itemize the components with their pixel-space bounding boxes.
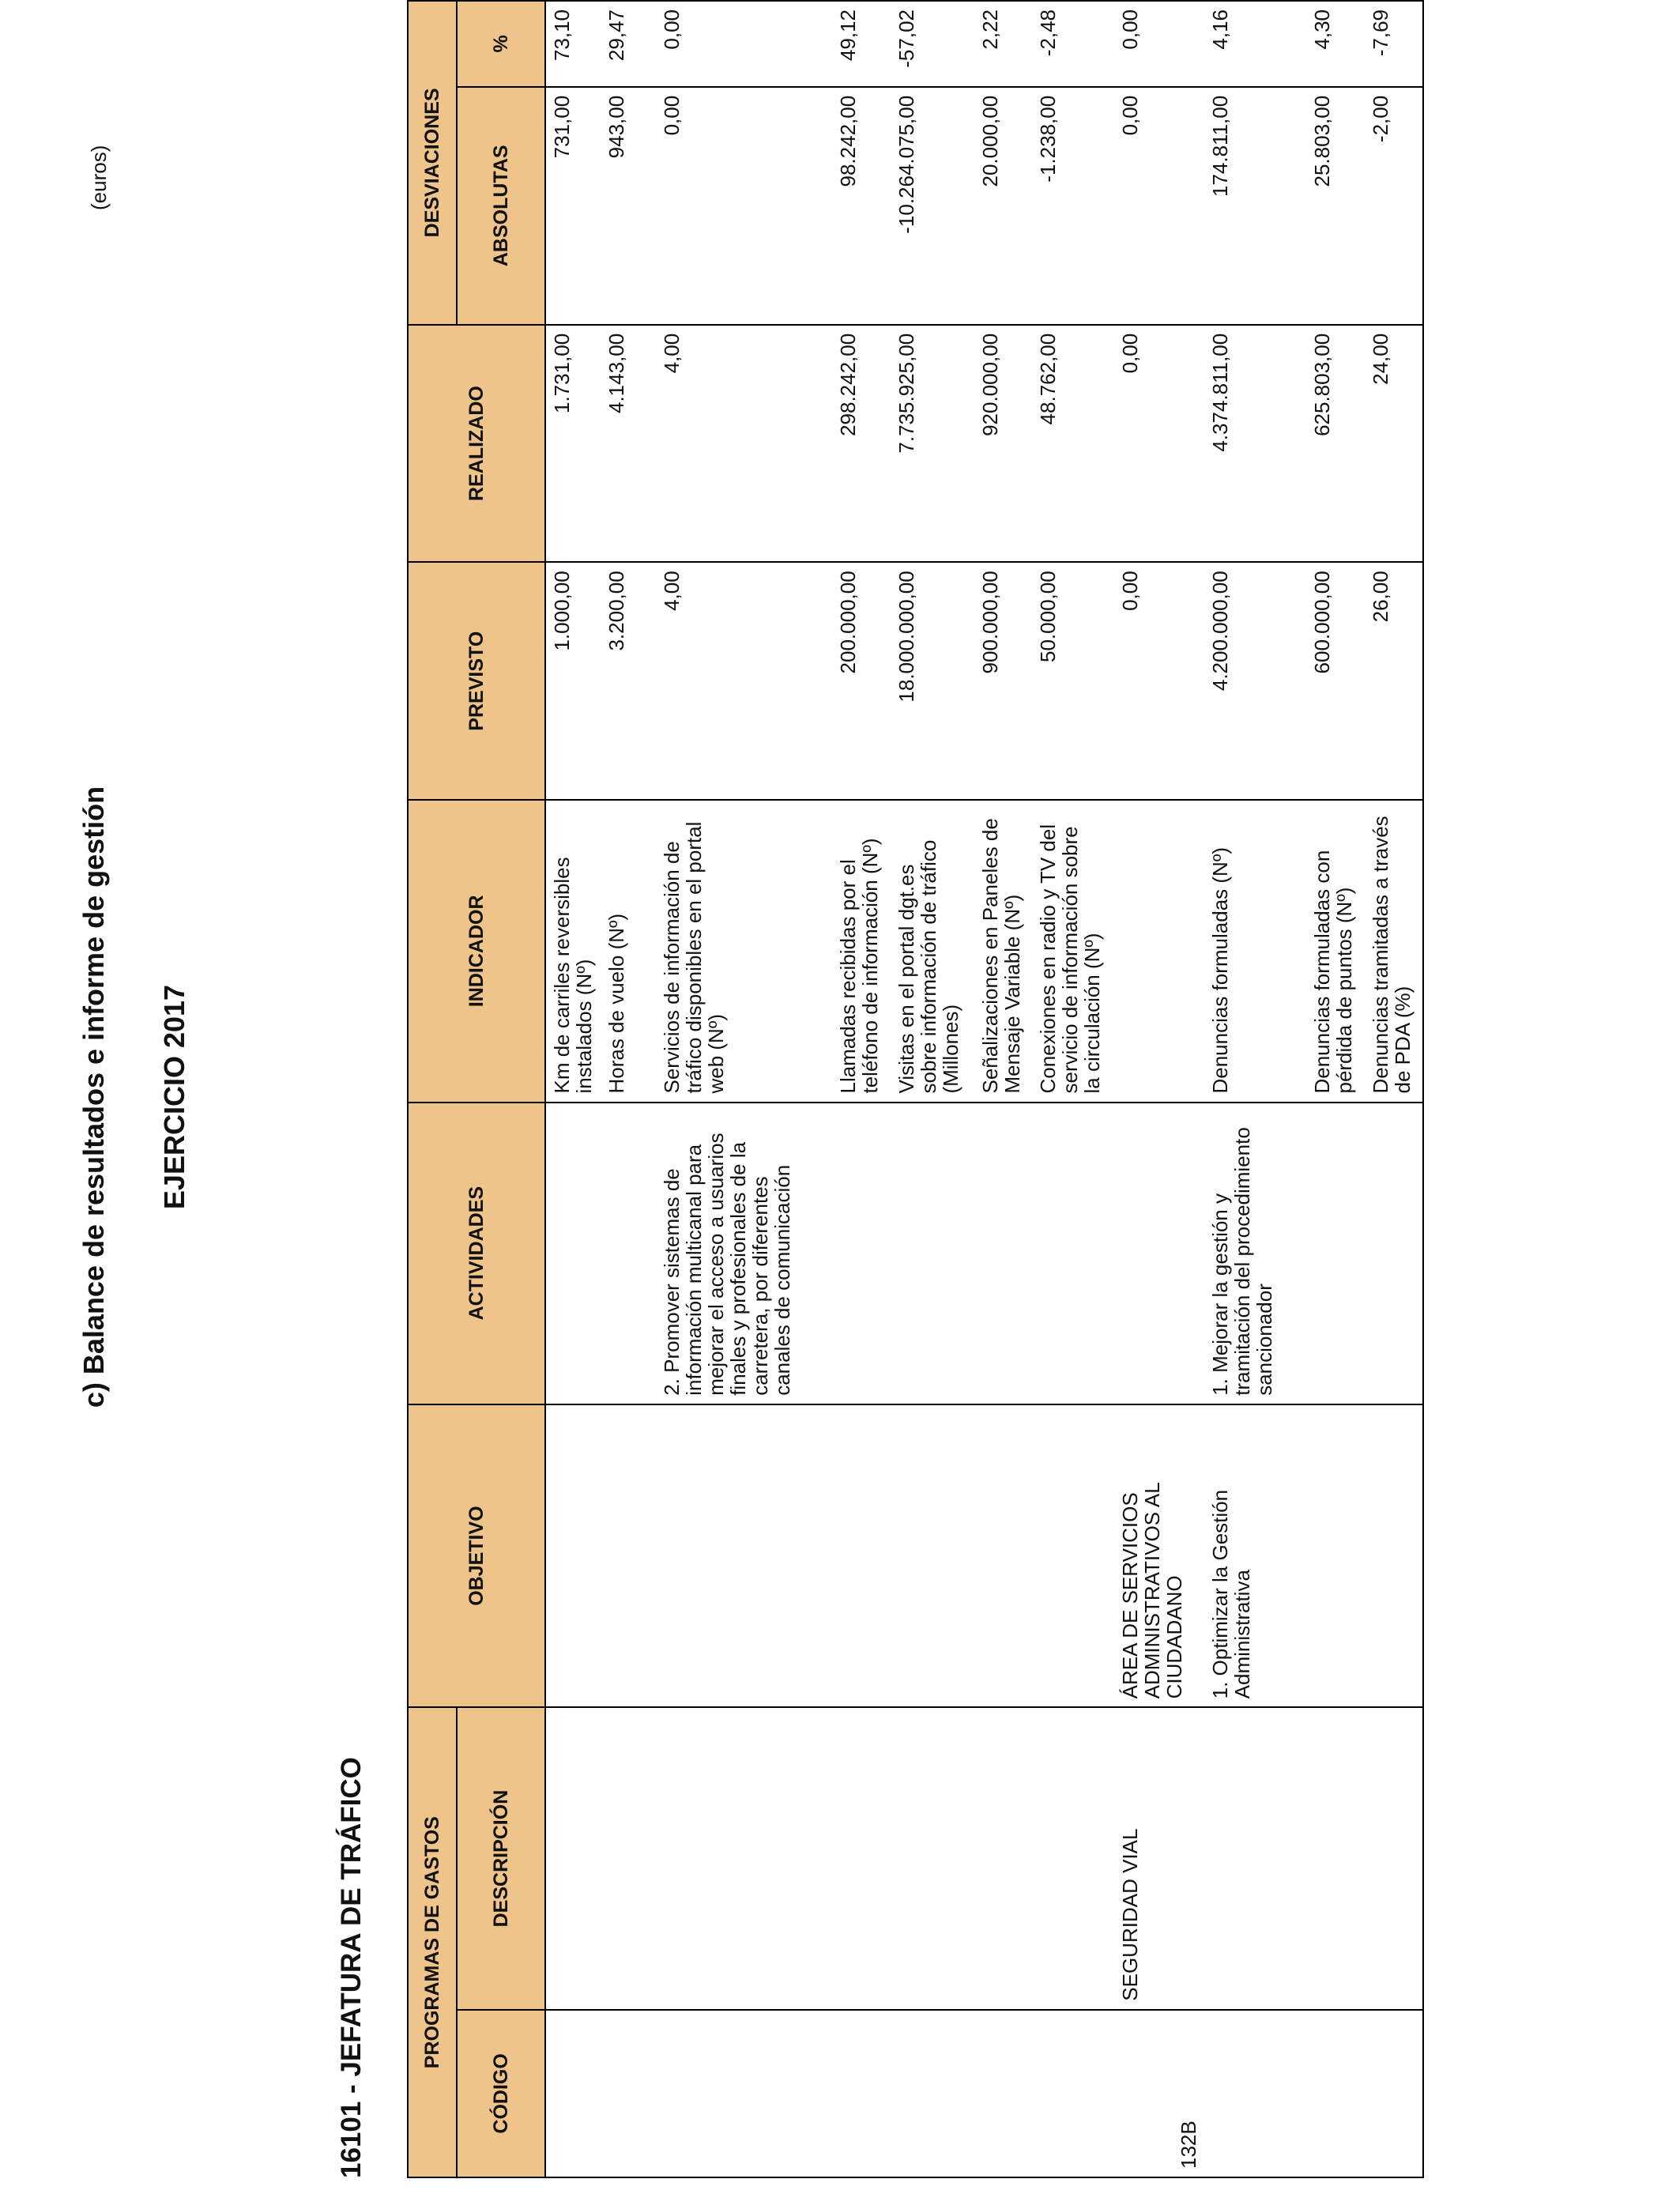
cell-realizado: 7.735.925,00: [891, 325, 974, 563]
table-row: [656, 1, 832, 2177]
cell-absolutas: 25.803,00: [1306, 87, 1365, 325]
header-absolutas: ABSOLUTAS: [457, 87, 545, 325]
cell-descripcion: [1204, 1707, 1306, 2009]
cell-indicador: [1114, 800, 1204, 1102]
cell-codigo: [1204, 2010, 1306, 2177]
cell-previsto: 600.000,00: [1306, 562, 1365, 800]
cell-absolutas: 98.242,00: [832, 87, 891, 325]
cell-realizado: 920.000,00: [974, 325, 1032, 563]
cell-descripcion: [891, 1707, 974, 2009]
header-codigo: CÓDIGO: [457, 2010, 545, 2177]
cell-previsto: 200.000,00: [832, 562, 891, 800]
table-row: [832, 1, 891, 2177]
entity-title: 16101 - JEFATURA DE TRÁFICO: [336, 1757, 367, 2178]
cell-porcentaje: 0,00: [656, 1, 832, 87]
cell-absolutas: -10.264.075,00: [891, 87, 974, 325]
cell-codigo: [601, 2010, 656, 2177]
cell-indicador: Denuncias tramitadas a través de PDA (%): [1365, 800, 1423, 1102]
cell-porcentaje: 4,16: [1204, 1, 1306, 87]
cell-previsto: 26,00: [1365, 562, 1423, 800]
header-indicador: INDICADOR: [408, 800, 545, 1102]
header-actividades: ACTIVIDADES: [408, 1103, 545, 1404]
cell-porcentaje: 4,30: [1306, 1, 1365, 87]
cell-descripcion: [656, 1707, 832, 2009]
cell-realizado: 625.803,00: [1306, 325, 1365, 563]
cell-indicador: Conexiones en radio y TV del servicio de información sobre la circulación (Nº): [1032, 800, 1114, 1102]
cell-previsto: 4,00: [656, 562, 832, 800]
cell-descripcion: [974, 1707, 1032, 2009]
cell-actividad: [1306, 1103, 1365, 1404]
table-row: [601, 1, 656, 2177]
cell-descripcion: [1032, 1707, 1114, 2009]
cell-previsto: 4.200.000,00: [1204, 562, 1306, 800]
cell-descripcion: SEGURIDAD VIAL: [1114, 1707, 1204, 2009]
cell-absolutas: 731,00: [545, 87, 601, 325]
cell-descripcion: [1365, 1707, 1423, 2009]
cell-codigo: [1365, 2010, 1423, 2177]
header-previsto: PREVISTO: [408, 562, 545, 800]
cell-porcentaje: 2,22: [974, 1, 1032, 87]
table-row: [1204, 1, 1306, 2177]
cell-objetivo: [601, 1404, 656, 1708]
cell-previsto: 18.000.000,00: [891, 562, 974, 800]
cell-actividad: 2. Promover sistemas de información multicanal para mejorar el acceso a usuarios finales y profesionales de la carretera, por diferentes canales de comunicación: [656, 1103, 832, 1404]
header-realizado: REALIZADO: [408, 325, 545, 563]
cell-codigo: [974, 2010, 1032, 2177]
table-row: [1032, 1, 1114, 2177]
cell-realizado: 298.242,00: [832, 325, 891, 563]
cell-actividad: [1365, 1103, 1423, 1404]
cell-actividad: [832, 1103, 891, 1404]
cell-porcentaje: -57,02: [891, 1, 974, 87]
cell-indicador: Señalizaciones en Paneles de Mensaje Variable (Nº): [974, 800, 1032, 1102]
table-row: [974, 1, 1032, 2177]
cell-porcentaje: 29,47: [601, 1, 656, 87]
cell-actividad: [1114, 1103, 1204, 1404]
cell-previsto: 1.000,00: [545, 562, 601, 800]
header-descripcion: DESCRIPCIÓN: [457, 1707, 545, 2009]
cell-objetivo: [974, 1404, 1032, 1708]
cell-actividad: [545, 1103, 601, 1404]
cell-absolutas: 174.811,00: [1204, 87, 1306, 325]
year-title: EJERCICIO 2017: [158, 984, 190, 1210]
cell-absolutas: 0,00: [1114, 87, 1204, 325]
table-row: [1365, 1, 1423, 2177]
cell-objetivo: [891, 1404, 974, 1708]
cell-objetivo: [832, 1404, 891, 1708]
header-desviaciones: DESVIACIONES: [408, 1, 457, 325]
cell-absolutas: 0,00: [656, 87, 832, 325]
cell-previsto: 3.200,00: [601, 562, 656, 800]
cell-codigo: [891, 2010, 974, 2177]
units-label: (euros): [87, 145, 111, 210]
cell-indicador: Llamadas recibidas por el teléfono de información (Nº): [832, 800, 891, 1102]
cell-absolutas: 943,00: [601, 87, 656, 325]
cell-actividad: [1032, 1103, 1114, 1404]
cell-indicador: Visitas en el portal dgt.es sobre información de tráfico (Millones): [891, 800, 974, 1102]
cell-codigo: [545, 2010, 601, 2177]
cell-absolutas: 20.000,00: [974, 87, 1032, 325]
cell-codigo: [832, 2010, 891, 2177]
cell-porcentaje: 0,00: [1114, 1, 1204, 87]
cell-descripcion: [545, 1707, 601, 2009]
cell-objetivo: [545, 1404, 601, 1708]
cell-objetivo: 1. Optimizar la Gestión Administrativa: [1204, 1404, 1306, 1708]
cell-descripcion: [832, 1707, 891, 2009]
cell-indicador: Km de carriles reversibles instalados (Nº): [545, 800, 601, 1102]
cell-realizado: 0,00: [1114, 325, 1204, 563]
table-row: [545, 1, 601, 2177]
cell-objetivo: [656, 1404, 832, 1708]
cell-porcentaje: -2,48: [1032, 1, 1114, 87]
cell-previsto: 0,00: [1114, 562, 1204, 800]
cell-objetivo: [1032, 1404, 1114, 1708]
results-table: [407, 0, 1424, 2178]
cell-actividad: [601, 1103, 656, 1404]
cell-codigo: [656, 2010, 832, 2177]
header-objetivo: OBJETIVO: [408, 1404, 545, 1708]
cell-indicador: Denuncias formuladas (Nº): [1204, 800, 1306, 1102]
cell-codigo: 132B: [1114, 2010, 1204, 2177]
cell-actividad: [974, 1103, 1032, 1404]
cell-actividad: 1. Mejorar la gestión y tramitación del procedimiento sancionador: [1204, 1103, 1306, 1404]
page-title: c) Balance de resultados e informe de gestión: [77, 786, 110, 1408]
cell-porcentaje: -7,69: [1365, 1, 1423, 87]
table-row: [1114, 1, 1204, 2177]
cell-absolutas: -1.238,00: [1032, 87, 1114, 325]
header-porcentaje: %: [457, 1, 545, 87]
cell-previsto: 50.000,00: [1032, 562, 1114, 800]
cell-realizado: 48.762,00: [1032, 325, 1114, 563]
cell-objetivo: [1306, 1404, 1365, 1708]
cell-realizado: 4.143,00: [601, 325, 656, 563]
cell-objetivo: ÁREA DE SERVICIOS ADMINISTRATIVOS AL CIUDADANO: [1114, 1404, 1204, 1708]
cell-objetivo: [1365, 1404, 1423, 1708]
cell-porcentaje: 49,12: [832, 1, 891, 87]
cell-absolutas: -2,00: [1365, 87, 1423, 325]
cell-actividad: [891, 1103, 974, 1404]
cell-descripcion: [601, 1707, 656, 2009]
cell-previsto: 900.000,00: [974, 562, 1032, 800]
cell-indicador: Horas de vuelo (Nº): [601, 800, 656, 1102]
cell-realizado: 1.731,00: [545, 325, 601, 563]
cell-realizado: 4,00: [656, 325, 832, 563]
cell-codigo: [1032, 2010, 1114, 2177]
cell-realizado: 24,00: [1365, 325, 1423, 563]
table-row: [1306, 1, 1365, 2177]
cell-realizado: 4.374.811,00: [1204, 325, 1306, 563]
table-row: [891, 1, 974, 2177]
cell-codigo: [1306, 2010, 1365, 2177]
cell-indicador: Denuncias formuladas con pérdida de puntos (Nº): [1306, 800, 1365, 1102]
header-programas-gastos: PROGRAMAS DE GASTOS: [408, 1707, 457, 2177]
cell-porcentaje: 73,10: [545, 1, 601, 87]
cell-descripcion: [1306, 1707, 1365, 2009]
cell-indicador: Servicios de información de tráfico disponibles en el portal web (Nº): [656, 800, 832, 1102]
